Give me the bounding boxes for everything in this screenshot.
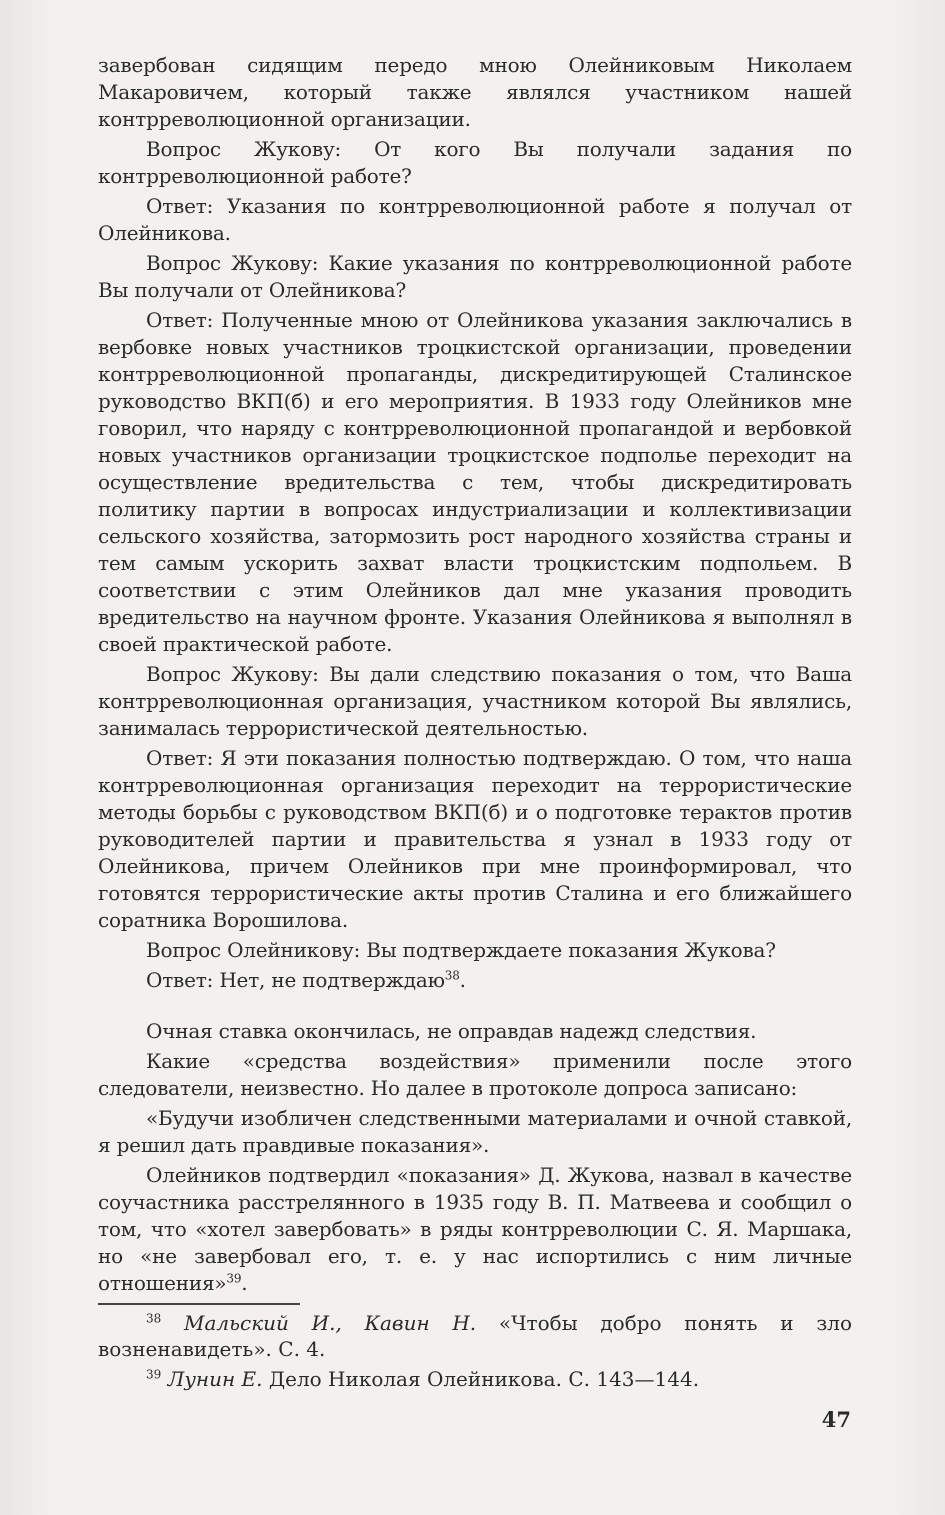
footnote	[98, 1310, 852, 1362]
footnote-ref: 38	[444, 968, 460, 983]
paragraph: Вопрос Олейникову: Вы подтверждаете показания Жукова?	[146, 938, 776, 962]
footnote-author: Мальский И., Кавин Н.	[184, 1311, 477, 1335]
paragraph: Ответ: Я эти показания полностью подтверждаю. О том, что наша контрреволюционная организация переходит на террористические методы борьбы с руководством ВКП(б) и о подготовке терактов против руководителей партии и правительства я узнал в 1933 году от Олейникова, причем Олейников при мне проинформировал, что готовятся террористические акты против Сталина и его ближайшего соратника Ворошилова.	[98, 746, 852, 932]
footnote-number: 39	[146, 1367, 162, 1382]
footnote-text: «Чтобы добро понять и зло возненавидеть». С. 4.	[98, 1311, 852, 1361]
footnote-divider	[98, 1303, 300, 1305]
paragraph: Какие «средства воздействия» применили после этого следователи, неизвестно. Но далее в протоколе допроса записано:	[98, 1049, 852, 1100]
quote-paragraph: «Будучи изобличен следственными материалами и очной ставкой, я решил дать правдивые показания».	[98, 1106, 852, 1157]
paragraph: Ответ: Полученные мною от Олейникова указания заключались в вербовке новых участников троцкистской организации, проведении контрреволюционной пропаганды, дискредитирующей Сталинское руководство ВКП(б) и его мероприятия. В 1933 году Олейников мне говорил, что наряду с контрреволюционной пропагандой и вербовкой новых участников организации троцкистское подполье переходит на осуществление вредительства с тем, чтобы дискредитировать политику партии в вопросах индустриализации и коллективизации сельского хозяйства, затормозить рост народного хозяйства страны и тем самым ускорить захват власти троцкистским подпольем. В соответствии с этим Олейников дал мне указания проводить вредительство на научном фронте. Указания Олейникова я выполнял в своей практической работе.	[98, 308, 852, 656]
paragraph: завербован сидящим передо мною Олейниковым Николаем Макаровичем, который также являлся участником нашей контрреволюционной организации.	[98, 53, 852, 131]
footnotes	[98, 1310, 852, 1396]
answer-text: Ответ: Нет, не подтверждаю	[146, 968, 445, 992]
paragraph: Вопрос Жукову: Какие указания по контрреволюционной работе Вы получали от Олейникова?	[98, 251, 852, 302]
page-number: 47	[821, 1407, 851, 1432]
punct: .	[459, 968, 466, 992]
paragraph: Вопрос Жукову: От кого Вы получали задания по контрреволюционной работе?	[98, 137, 852, 188]
footnote-text: Дело Николая Олейникова. С. 143—144.	[262, 1367, 700, 1391]
main-text	[98, 52, 852, 1300]
footnote-ref: 39	[226, 1271, 242, 1286]
paragraph: Вопрос Жукову: Вы дали следствию показания о том, что Ваша контрреволюционная организация, участником которой Вы являлись, занималась террористической деятельностью.	[98, 662, 852, 740]
paragraph: Ответ: Указания по контрреволюционной работе я получал от Олейникова.	[98, 194, 852, 245]
punct: .	[241, 1271, 248, 1295]
footnote	[98, 1366, 852, 1392]
paragraph: Очная ставка окончилась, не оправдав надежд следствия.	[146, 1019, 757, 1043]
footnote-author: Лунин Е.	[167, 1367, 263, 1391]
footnote-number: 38	[146, 1311, 162, 1326]
paragraph-text: Олейников подтвердил «показания» Д. Жукова, назвал в качестве соучастника расстрелянного в 1935 году В. П. Матвеева и сообщил о том, что «хотел завербовать» в ряды контрреволюции С. Я. Маршака, но «не завербовал его, т. е. у нас испортились с ним личные отношения»	[98, 1163, 852, 1295]
paragraph-answer-last	[98, 967, 852, 994]
paragraph-last	[98, 1162, 852, 1297]
